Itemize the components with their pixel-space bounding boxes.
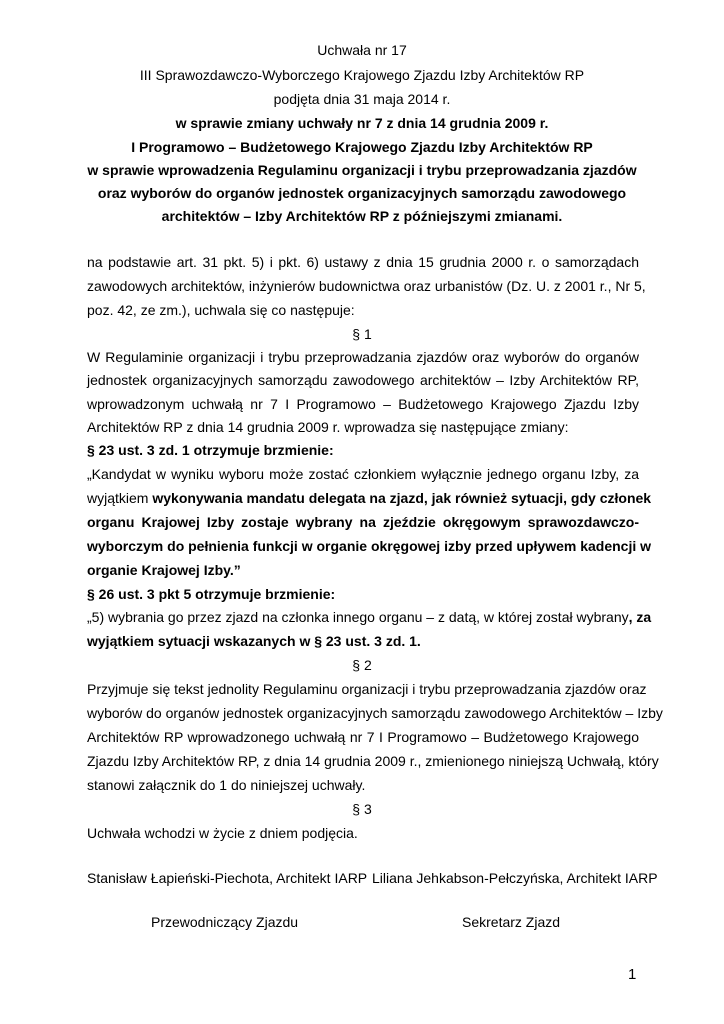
subject-line-5: architektów – Izby Architektów RP z późniejszymi zmianami. xyxy=(161,208,563,224)
quote-1-normal: wyjątkiem xyxy=(87,490,153,506)
quote-1-line: organie Krajowej Izby.” xyxy=(87,562,241,578)
quote-1-line xyxy=(87,490,652,506)
s2-line: Zjazdu Izby Architektów RP, z dnia 14 grudnia 2009 r., zmienionego niniejszą Uchwałą, który xyxy=(87,753,659,769)
s2-line: Architektów RP wprowadzonego uchwałą nr 7 I Programowo – Budżetowego Krajowego xyxy=(87,729,639,745)
s1-paragraph-line: W Regulaminie organizacji i trybu przeprowadzania zjazdów oraz wyborów do organów xyxy=(87,349,639,365)
s2-line: wyborów do organów jednostek organizacyjnych samorządu zawodowego Architektów – Izby xyxy=(87,705,663,721)
intro-line-1: na podstawie art. 31 pkt. 5) i pkt. 6) ustawy z dnia 15 grudnia 2000 r. o samorządach xyxy=(87,254,639,270)
subject-line-3: w sprawie wprowadzenia Regulaminu organizacji i trybu przeprowadzania zjazdów xyxy=(87,162,637,178)
page-number: 1 xyxy=(628,966,637,983)
s3-line: Uchwała wchodzi w życie z dniem podjęcia. xyxy=(87,825,358,841)
subject-line-2: I Programowo – Budżetowego Krajowego Zjazdu Izby Architektów RP xyxy=(131,139,593,155)
congress-name: III Sprawozdawczo-Wyborczego Krajowego Zjazdu Izby Architektów RP xyxy=(139,67,585,83)
amendment-heading-26: § 26 ust. 3 pkt 5 otrzymuje brzmienie: xyxy=(87,586,336,602)
chair-name: Stanisław Łapieński-Piechota, Architekt IARP xyxy=(87,870,368,886)
quote-2-line: wyjątkiem sytuacji wskazanych w § 23 ust. 3 zd. 1. xyxy=(87,633,421,649)
amendment-heading-23: § 23 ust. 3 zd. 1 otrzymuje brzmienie: xyxy=(87,442,334,458)
quote-1-bold: wykonywania mandatu delegata na zjazd, jak również sytuacji, gdy członek xyxy=(152,490,652,506)
s1-paragraph-line: Architektów RP z dnia 14 grudnia 2009 r. wprowadza się następujące zmiany: xyxy=(87,419,569,435)
quote-2-normal: „5) wybrania go przez zjazd na członka innego organu – z datą, w której został wybrany xyxy=(87,609,629,625)
secretary-name: Liliana Jehkabson-Pełczyńska, Architekt IARP xyxy=(372,870,658,886)
subject-line-4: oraz wyborów do organów jednostek organizacyjnych samorządu zawodowego xyxy=(97,185,627,201)
s2-line: Przyjmuje się tekst jednolity Regulaminu organizacji i trybu przeprowadzania zjazdów oraz xyxy=(87,681,647,697)
section-2-title: § 2 xyxy=(352,657,372,673)
intro-line-3: poz. 42, ze zm.), uchwala się co następuje: xyxy=(87,302,355,318)
adoption-date: podjęta dnia 31 maja 2014 r. xyxy=(273,91,451,107)
s1-paragraph-line: jednostek organizacyjnych samorządu zawodowego architektów – Izby Architektów RP, xyxy=(87,372,639,388)
intro-line-2: zawodowych architektów, inżynierów budownictwa oraz urbanistów (Dz. U. z 2001 r., Nr 5, xyxy=(87,278,646,294)
resolution-number: Uchwała nr 17 xyxy=(317,42,407,58)
section-1-title: § 1 xyxy=(352,326,372,342)
chair-role: Przewodniczący Zjazdu xyxy=(151,914,299,930)
s2-line: stanowi załącznik do 1 do niniejszej uchwały. xyxy=(87,777,366,793)
quote-2-bold: , za xyxy=(628,609,652,625)
s1-paragraph-line: wprowadzonym uchwałą nr 7 I Programowo – Budżetowego Krajowego Zjazdu Izby xyxy=(87,396,639,412)
quote-1-line: wyborczym do pełnienia funkcji w organie okręgowej izby przed upływem kadencji w xyxy=(87,538,652,554)
secretary-role: Sekretarz Zjazd xyxy=(462,914,561,930)
quote-1-line: „Kandydat w wyniku wyboru może zostać członkiem wyłącznie jednego organu Izby, za xyxy=(87,466,639,482)
quote-2-line xyxy=(87,609,652,625)
section-3-title: § 3 xyxy=(352,801,372,817)
quote-1-line: organu Krajowej Izby zostaje wybrany na zjeździe okręgowym sprawozdawczo- xyxy=(87,514,639,530)
subject-line-1: w sprawie zmiany uchwały nr 7 z dnia 14 grudnia 2009 r. xyxy=(175,115,549,131)
